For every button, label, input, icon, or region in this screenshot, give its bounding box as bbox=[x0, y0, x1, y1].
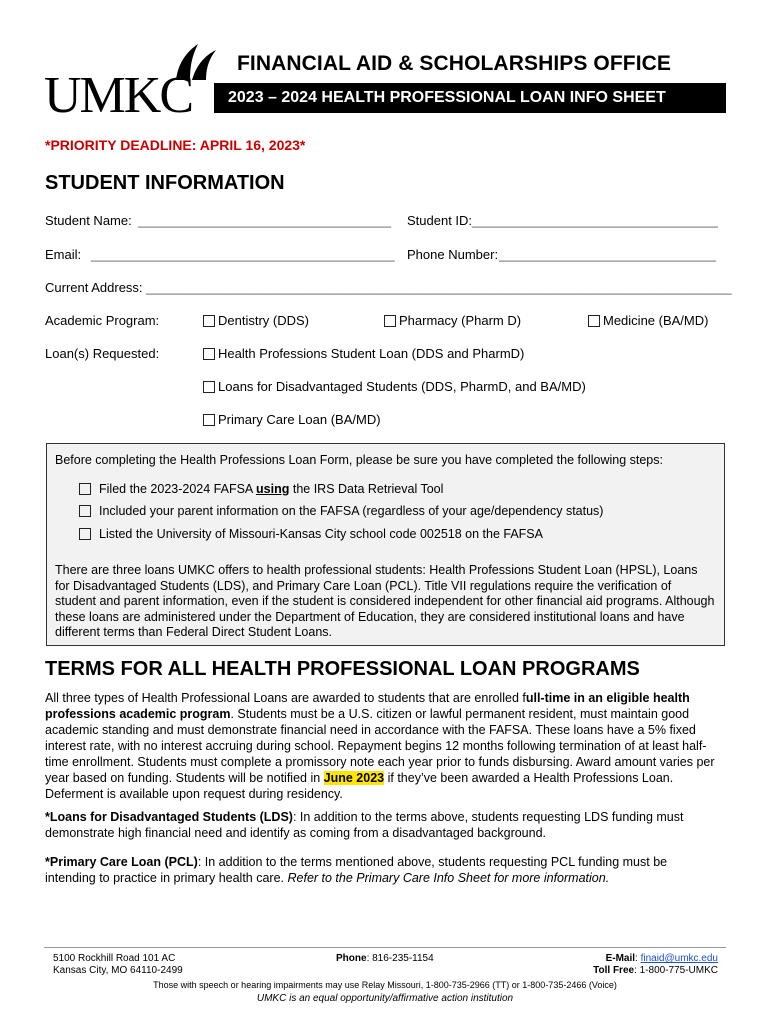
logo-wordmark: UMKC bbox=[44, 67, 193, 124]
email-link[interactable]: finaid@umkc.edu bbox=[640, 953, 718, 964]
footer-phone: Phone: 816-235-1154 bbox=[336, 953, 434, 964]
terms-paragraph-pcl: *Primary Care Loan (PCL): In addition to the terms mentioned above, students requesting PCL funding must be intending to practice in primary health care. Refer to the Primary Care Info Sheet for more information. bbox=[45, 855, 668, 885]
checkbox[interactable] bbox=[203, 348, 215, 360]
loan-option-pcl[interactable]: Primary Care Loan (BA/MD) bbox=[203, 412, 381, 427]
program-option-dentistry[interactable]: Dentistry (DDS) bbox=[203, 313, 309, 328]
checklist-step-parent-info[interactable]: Included your parent information on the FAFSA (regardless of your age/dependency status) bbox=[79, 504, 603, 518]
loans-overview-paragraph: There are three loans UMKC offers to health professional students: Health Professions Student Loan (HPSL), Loans for Disadvantaged Students (LDS), and Primary Care Loan (PCL). Title VII regulations require the verification of student and parent information, even if the student is considered independent for other financial aid programs. Although these loans are administered under the Department of Education, they are considered institutional loans and have different terms than Federal Direct Student Loans. bbox=[55, 563, 715, 639]
student-id-field[interactable]: __________________________________ bbox=[472, 213, 718, 228]
priority-deadline: *PRIORITY DEADLINE: APRIL 16, 2023* bbox=[45, 137, 306, 153]
student-info-heading: STUDENT INFORMATION bbox=[45, 172, 285, 194]
student-name-field[interactable]: ___________________________________ bbox=[138, 213, 392, 228]
notification-date-highlight: June 2023 bbox=[323, 771, 385, 785]
address-label: Current Address: bbox=[45, 280, 143, 295]
relay-notice: Those with speech or hearing impairments may use Relay Missouri, 1-800-735-2966 (TT) or 1-800-735-2466 (Voice) bbox=[153, 980, 617, 990]
program-option-pharmacy[interactable]: Pharmacy (Pharm D) bbox=[384, 313, 521, 328]
loan-option-lds[interactable]: Loans for Disadvantaged Students (DDS, PharmD, and BA/MD) bbox=[203, 379, 586, 394]
checkbox[interactable] bbox=[203, 315, 215, 327]
checklist-step-fafsa[interactable]: Filed the 2023-2024 FAFSA using the IRS Data Retrieval Tool bbox=[79, 482, 443, 496]
checklist-step-school-code[interactable]: Listed the University of Missouri-Kansas City school code 002518 on the FAFSA bbox=[79, 527, 543, 541]
terms-paragraph-general: All three types of Health Professional Loans are awarded to students that are enrolled full-time in an eligible health professions academic program. Students must be a U.S. citizen or lawful permanent resident, must maintain good academic standing and must demonstrate financial need in accordance with the FAFSA. These loans have a 5% fixed interest rate, with no interest accruing during school. Repayment begins 12 months following termination of at least half-time enrollment. Students must complete a promissory note each year prior to funds disbursing. Award amount varies per year based on funding. Students will be notified in June 2023 if they’ve been awarded a Health Professions Loan. Deferment is available upon request during residency. bbox=[45, 691, 715, 801]
student-name-label: Student Name: bbox=[45, 213, 132, 228]
email-label: Email: bbox=[45, 247, 82, 262]
checklist-intro: Before completing the Health Professions Loan Form, please be sure you have completed the following steps: bbox=[55, 453, 663, 467]
office-title: FINANCIAL AID & SCHOLARSHIPS OFFICE bbox=[237, 52, 672, 75]
footer-address: 5100 Rockhill Road 101 AC Kansas City, MO 64110-2499 bbox=[53, 953, 183, 976]
phone-field[interactable]: ______________________________ bbox=[499, 247, 716, 262]
student-id-label: Student ID: bbox=[407, 213, 473, 228]
eeo-statement: UMKC is an equal opportunity/affirmative action institution bbox=[256, 993, 514, 1004]
checkbox[interactable] bbox=[79, 505, 91, 517]
checkbox[interactable] bbox=[203, 381, 215, 393]
umkc-logo bbox=[44, 42, 200, 124]
checkbox[interactable] bbox=[79, 528, 91, 540]
checkbox[interactable] bbox=[384, 315, 396, 327]
footer-contact: E-Mail: finaid@umkc.edu Toll Free: 1-800-775-UMKC bbox=[593, 953, 718, 976]
terms-paragraph-lds: *Loans for Disadvantaged Students (LDS): In addition to the terms above, students requesting LDS funding must demonstrate high financial need and identify as coming from a disadvantaged background. bbox=[45, 810, 684, 840]
checkbox[interactable] bbox=[79, 483, 91, 495]
checkbox[interactable] bbox=[203, 414, 215, 426]
checklist-box bbox=[46, 443, 725, 646]
terms-heading: TERMS FOR ALL HEALTH PROFESSIONAL LOAN PROGRAMS bbox=[45, 658, 640, 680]
email-field[interactable]: __________________________________________ bbox=[91, 247, 395, 262]
footer-divider bbox=[44, 947, 726, 948]
sheet-title: 2023 – 2024 HEALTH PROFESSIONAL LOAN INFO SHEET bbox=[214, 83, 726, 113]
address-field[interactable]: _________________________________________________________________________________ bbox=[146, 280, 732, 295]
program-option-medicine[interactable]: Medicine (BA/MD) bbox=[588, 313, 708, 328]
phone-label: Phone Number: bbox=[407, 247, 499, 262]
academic-program-label: Academic Program: bbox=[45, 313, 160, 328]
loans-requested-label: Loan(s) Requested: bbox=[45, 346, 160, 361]
checkbox[interactable] bbox=[588, 315, 600, 327]
loan-option-hpsl[interactable]: Health Professions Student Loan (DDS and PharmD) bbox=[203, 346, 524, 361]
